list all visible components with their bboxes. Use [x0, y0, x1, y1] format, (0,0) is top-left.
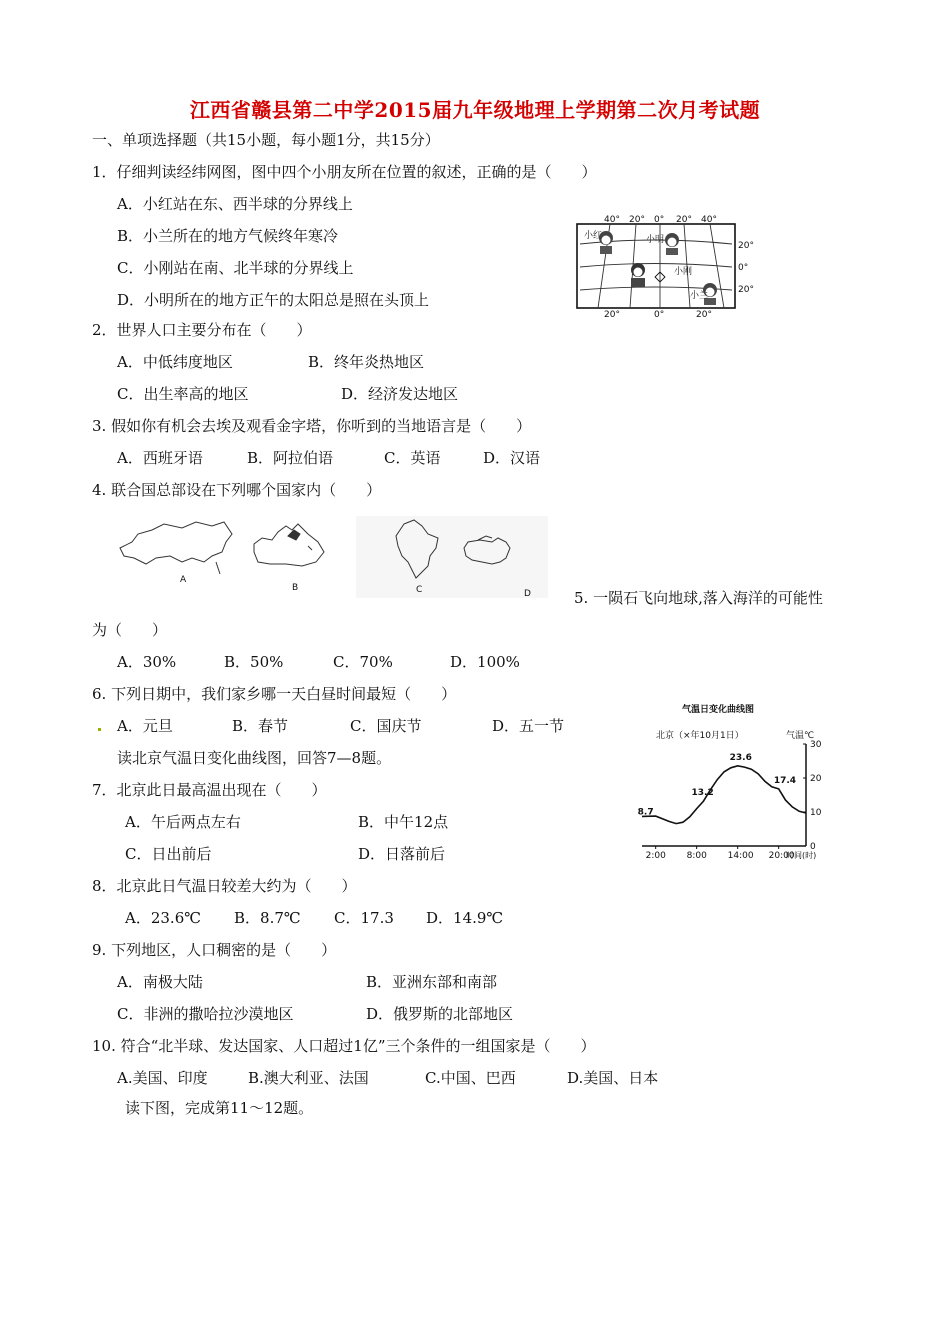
q5-stem-part2: 为（ ）	[92, 621, 168, 639]
y-tick-label: 10	[810, 808, 822, 818]
q3-option-a: A．西班牙语	[117, 449, 203, 467]
grat-top-label-0: 40°	[604, 215, 620, 225]
y-tick-label: 20	[810, 774, 822, 784]
chart-xlabel: 时间(时)	[786, 851, 817, 860]
q6-option-c: C．国庆节	[350, 717, 422, 735]
q8-option-b: B．8.7℃	[234, 909, 301, 927]
q3-option-c: C．英语	[384, 449, 441, 467]
map-label-c: C	[416, 585, 423, 595]
chart-subtitle: 北京（×年10月1日）	[656, 731, 744, 741]
kid-xiaoming	[646, 233, 679, 255]
kid-label-xiaohong: 小红	[584, 231, 603, 241]
chart-ylabel: 气温℃	[786, 731, 815, 741]
q7-option-a: A．午后两点左右	[125, 813, 241, 831]
q3-option-b: B．阿拉伯语	[247, 449, 334, 467]
q5-stem-part1: 5. 一陨石飞向地球,落入海洋的可能性	[574, 589, 823, 607]
q8-option-a: A．23.6℃	[125, 909, 202, 927]
q9-stem: 9. 下列地区，人口稠密的是（ ）	[92, 941, 337, 959]
q10-option-d: D.美国、日本	[567, 1069, 659, 1087]
q7-option-b: B．中午12点	[358, 813, 449, 831]
q1-option-d: D．小明所在的地方正午的太阳总是照在头顶上	[117, 291, 430, 309]
q10-option-c: C.中国、巴西	[425, 1069, 516, 1087]
q2-option-b: B．终年炎热地区	[308, 353, 425, 371]
section-heading: 一、单项选择题（共15小题，每小题1分，共15分）	[92, 131, 440, 149]
q7-option-c: C．日出前后	[125, 845, 212, 863]
x-tick-label: 20:00	[768, 851, 795, 861]
data-label: 23.6	[729, 752, 752, 763]
map-label-a: A	[180, 575, 187, 585]
y-tick-label: 0	[810, 842, 816, 852]
q3-option-d: D．汉语	[483, 449, 541, 467]
q4-stem: 4. 联合国总部设在下列哪个国家内（ ）	[92, 481, 382, 499]
grat-bottom-label-0: 20°	[604, 310, 620, 318]
q5-option-a: A．30%	[117, 653, 177, 671]
q1-option-b: B．小兰所在的地方气候终年寒冷	[117, 227, 339, 245]
temperature-chart	[634, 700, 834, 868]
temperature-series-line	[642, 766, 806, 824]
q2-option-a: A．中低纬度地区	[117, 353, 233, 371]
grat-right-label-0: 20°	[738, 241, 754, 251]
kid-label-xiaolan: 小兰	[690, 291, 709, 301]
kid-xiaogang	[631, 263, 692, 287]
scan-mark	[98, 728, 101, 731]
q8-option-d: D．14.9℃	[426, 909, 504, 927]
q8-option-c: C．17.3	[334, 909, 394, 927]
x-tick-label: 8:00	[686, 851, 707, 861]
q6-option-b: B．春节	[232, 717, 289, 735]
graticule-figure	[574, 212, 774, 318]
grat-top-label-1: 20°	[629, 215, 645, 225]
q10-stem: 10. 符合“北半球、发达国家、人口超过1亿”三个条件的一组国家是（ ）	[92, 1037, 596, 1055]
map-label-d: D	[524, 589, 531, 599]
kid-xiaohong	[584, 229, 613, 254]
q9-option-b: B．亚洲东部和南部	[366, 973, 498, 991]
q2-stem: 2．世界人口主要分布在（ ）	[92, 321, 312, 339]
q7-stem: 7．北京此日最高温出现在（ ）	[92, 781, 327, 799]
read-instruction-7-8: 读北京气温日变化曲线图，回答7—8题。	[117, 749, 392, 767]
grat-right-label-2: 20°	[738, 285, 754, 295]
data-label: 17.4	[773, 775, 797, 786]
y-tick-label: 30	[810, 740, 822, 750]
q6-stem: 6. 下列日期中，我们家乡哪一天白昼时间最短（ ）	[92, 685, 457, 703]
q10-option-b: B.澳大利亚、法国	[248, 1069, 369, 1087]
maps-a-b	[112, 512, 352, 596]
maps-c-d	[356, 512, 556, 600]
q5-option-b: B．50%	[224, 653, 284, 671]
chart-title: 气温日变化曲线图	[682, 705, 755, 715]
q1-stem: 1．仔细判读经纬网图，图中四个小朋友所在位置的叙述，正确的是（ ）	[92, 163, 597, 181]
q1-option-c: C．小刚站在南、北半球的分界线上	[117, 259, 354, 277]
q6-option-d: D．五一节	[492, 717, 565, 735]
q9-option-c: C．非洲的撒哈拉沙漠地区	[117, 1005, 294, 1023]
map-label-b: B	[292, 583, 299, 593]
read-instruction-11-12: 读下图，完成第11～12题。	[125, 1099, 314, 1117]
grat-bottom-label-1: 0°	[654, 310, 665, 318]
q9-option-d: D．俄罗斯的北部地区	[366, 1005, 514, 1023]
q3-stem: 3. 假如你有机会去埃及观看金字塔，你听到的当地语言是（ ）	[92, 417, 532, 435]
q2-option-c: C．出生率高的地区	[117, 385, 249, 403]
data-label: 8.7	[637, 807, 654, 818]
map-a-russia	[120, 522, 232, 574]
grat-top-label-4: 40°	[701, 215, 717, 225]
q1-option-a: A．小红站在东、西半球的分界线上	[117, 195, 353, 213]
q10-option-a: A.美国、印度	[117, 1069, 208, 1087]
q5-option-c: C．70%	[333, 653, 393, 671]
grat-bottom-label-2: 20°	[696, 310, 712, 318]
map-b-canada	[254, 524, 324, 566]
kid-label-xiaoming: 小明	[646, 235, 665, 245]
q6-option-a: A．元旦	[117, 717, 173, 735]
q5-option-d: D．100%	[450, 653, 520, 671]
x-tick-label: 2:00	[645, 851, 666, 861]
page-title: 江西省赣县第二中学2015届九年级地理上学期第二次月考试题	[189, 98, 761, 122]
data-label: 13.2	[691, 788, 714, 799]
grat-right-label-1: 0°	[738, 263, 749, 273]
q7-option-d: D．日落前后	[358, 845, 446, 863]
grat-top-label-3: 20°	[676, 215, 692, 225]
q2-option-d: D．经济发达地区	[341, 385, 459, 403]
q8-stem: 8．北京此日气温日较差大约为（ ）	[92, 877, 357, 895]
kid-label-xiaogang: 小刚	[674, 267, 693, 277]
x-tick-label: 14:00	[727, 851, 754, 861]
q9-option-a: A．南极大陆	[117, 973, 203, 991]
grat-top-label-2: 0°	[654, 215, 665, 225]
kid-xiaolan	[690, 283, 717, 305]
